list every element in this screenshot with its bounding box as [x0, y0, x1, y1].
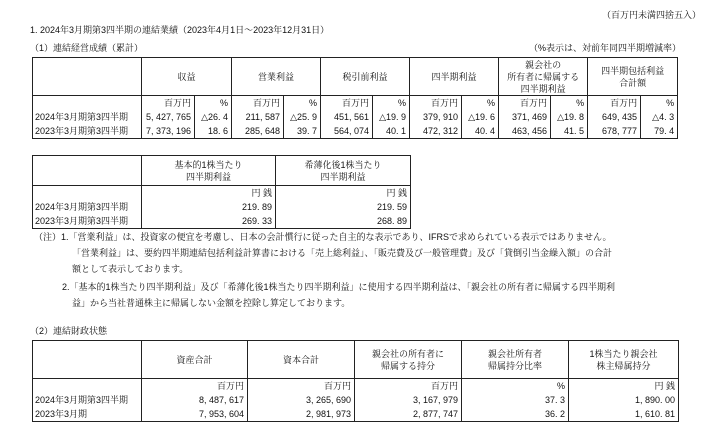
change-pct: 79. 4 [641, 124, 678, 139]
unit-pct: % [641, 96, 678, 111]
amount: 678, 777 [588, 124, 641, 139]
change-pct: △26. 4 [195, 110, 232, 124]
amount: 649, 435 [588, 110, 641, 124]
amount: 564, 074 [321, 124, 373, 139]
value: 37. 3 [462, 393, 569, 407]
unit: 百万円 [248, 379, 355, 394]
change-pct: △19. 8 [551, 110, 588, 124]
table-row [33, 200, 411, 214]
column-header: 税引前利益 [321, 58, 410, 96]
value: 1, 890. 00 [569, 393, 679, 407]
value: 1, 610. 81 [569, 407, 679, 422]
column-header: 資本合計 [248, 341, 355, 379]
row-label: 2024年3月期第3四半期 [35, 111, 129, 122]
column-header: 営業利益 [232, 58, 321, 96]
unit: 円 銭 [142, 186, 276, 201]
unit-amount: 百万円 [410, 96, 462, 111]
financial-position-table [32, 340, 679, 422]
unit-amount: 百万円 [321, 96, 373, 111]
amount: 463, 456 [499, 124, 551, 139]
amount: 379, 910 [410, 110, 462, 124]
amount: 5, 427, 765 [142, 110, 195, 124]
table-row [33, 407, 679, 422]
unit-pct: % [284, 96, 321, 111]
eps-value: 219. 59 [276, 200, 411, 214]
row-label: 2024年3月期第3四半期 [35, 394, 129, 405]
change-pct: △25. 9 [284, 110, 321, 124]
column-header: 親会社の 所有者に帰属する 四半期利益 [499, 58, 588, 96]
amount: 211, 587 [232, 110, 284, 124]
unit: 円 銭 [569, 379, 679, 394]
row-label: 2023年3月期第3四半期 [35, 215, 129, 226]
unit-amount: 百万円 [588, 96, 641, 111]
corner-cell [33, 58, 142, 96]
change-pct: △19. 6 [462, 110, 499, 124]
column-header: 1株当たり親会社 株主帰属持分 [569, 341, 679, 379]
unit: 円 銭 [276, 186, 411, 201]
unit: 百万円 [355, 379, 462, 394]
value: 2, 981, 973 [248, 407, 355, 422]
change-pct: △19. 9 [373, 110, 410, 124]
table-row [33, 393, 679, 407]
results-title: （1）連結経営成績（累計） [30, 43, 144, 53]
rounding-note: （百万円未満四捨五入） [601, 10, 701, 20]
amount: 285, 648 [232, 124, 284, 139]
row-label: 2023年3月期第3四半期 [35, 125, 129, 136]
change-pct: △4. 3 [641, 110, 678, 124]
unit: 百万円 [142, 379, 248, 394]
section-title: 1. 2024年3月期第3四半期の連結業績（2023年4月1日～2023年12月31日） [30, 25, 330, 35]
unit-amount: 百万円 [142, 96, 195, 111]
note-2a: 2.「基本的1株当たり四半期利益」及び「希薄化後1株当たり四半期利益」に使用する四半期利益は、「親会社の所有者に帰属する四半期利 [62, 282, 616, 292]
note-1a: （注）1.「営業利益」は、投資家の便宜を考慮し、日本の会計慣行に従った自主的な表示であり、IFRSで求められている表示ではありません。 [34, 232, 612, 242]
amount: 451, 561 [321, 110, 373, 124]
value: 2, 877, 747 [355, 407, 462, 422]
change-pct: 41. 5 [551, 124, 588, 139]
row-label: 2024年3月期第3四半期 [35, 201, 129, 212]
unit: % [462, 379, 569, 394]
column-header: 親会社の所有者に 帰属する持分 [355, 341, 462, 379]
column-header: 四半期包括利益 合計額 [588, 58, 678, 96]
change-pct: 40. 1 [373, 124, 410, 139]
value: 3, 265, 690 [248, 393, 355, 407]
column-header: 基本的1株当たり 四半期利益 [142, 156, 276, 186]
column-header: 資産合計 [142, 341, 248, 379]
unit-pct: % [462, 96, 499, 111]
note-1c: 額として表示しております。 [72, 264, 189, 274]
column-header: 希薄化後1株当たり 四半期利益 [276, 156, 411, 186]
value: 36. 2 [462, 407, 569, 422]
amount: 7, 373, 196 [142, 124, 195, 139]
column-header: 親会社所有者 帰属持分比率 [462, 341, 569, 379]
note-2b: 益」から当社普通株主に帰属しない金額を控除し算定しております。 [72, 298, 351, 308]
unit-pct: % [551, 96, 588, 111]
financial-title: （2）連結財政状態 [30, 326, 108, 336]
table-row [33, 110, 678, 124]
value: 8, 487, 617 [142, 393, 248, 407]
unit-amount: 百万円 [232, 96, 284, 111]
table-row [33, 124, 678, 139]
eps-value: 269. 33 [142, 214, 276, 229]
column-header: 収益 [142, 58, 232, 96]
note-1b: 「営業利益」は、要約四半期連結包括利益計算書における「売上総利益」、「販売費及び一般管理費」及び「貸倒引当金繰入額」の合計 [72, 248, 613, 258]
unit-amount: 百万円 [499, 96, 551, 111]
change-pct: 18. 6 [195, 124, 232, 139]
column-header: 四半期利益 [410, 58, 499, 96]
eps-value: 268. 89 [276, 214, 411, 229]
amount: 472, 312 [410, 124, 462, 139]
operating-results-table [32, 57, 678, 139]
amount: 371, 469 [499, 110, 551, 124]
change-pct: 39. 7 [284, 124, 321, 139]
pct-note: （%表示は、対前年同四半期増減率） [528, 43, 681, 53]
eps-value: 219. 89 [142, 200, 276, 214]
unit-pct: % [195, 96, 232, 111]
unit-pct: % [373, 96, 410, 111]
value: 3, 167, 979 [355, 393, 462, 407]
table-row [33, 214, 411, 229]
eps-table [32, 155, 411, 229]
change-pct: 40. 4 [462, 124, 499, 139]
row-label: 2023年3月期 [35, 408, 88, 419]
value: 7, 953, 604 [142, 407, 248, 422]
